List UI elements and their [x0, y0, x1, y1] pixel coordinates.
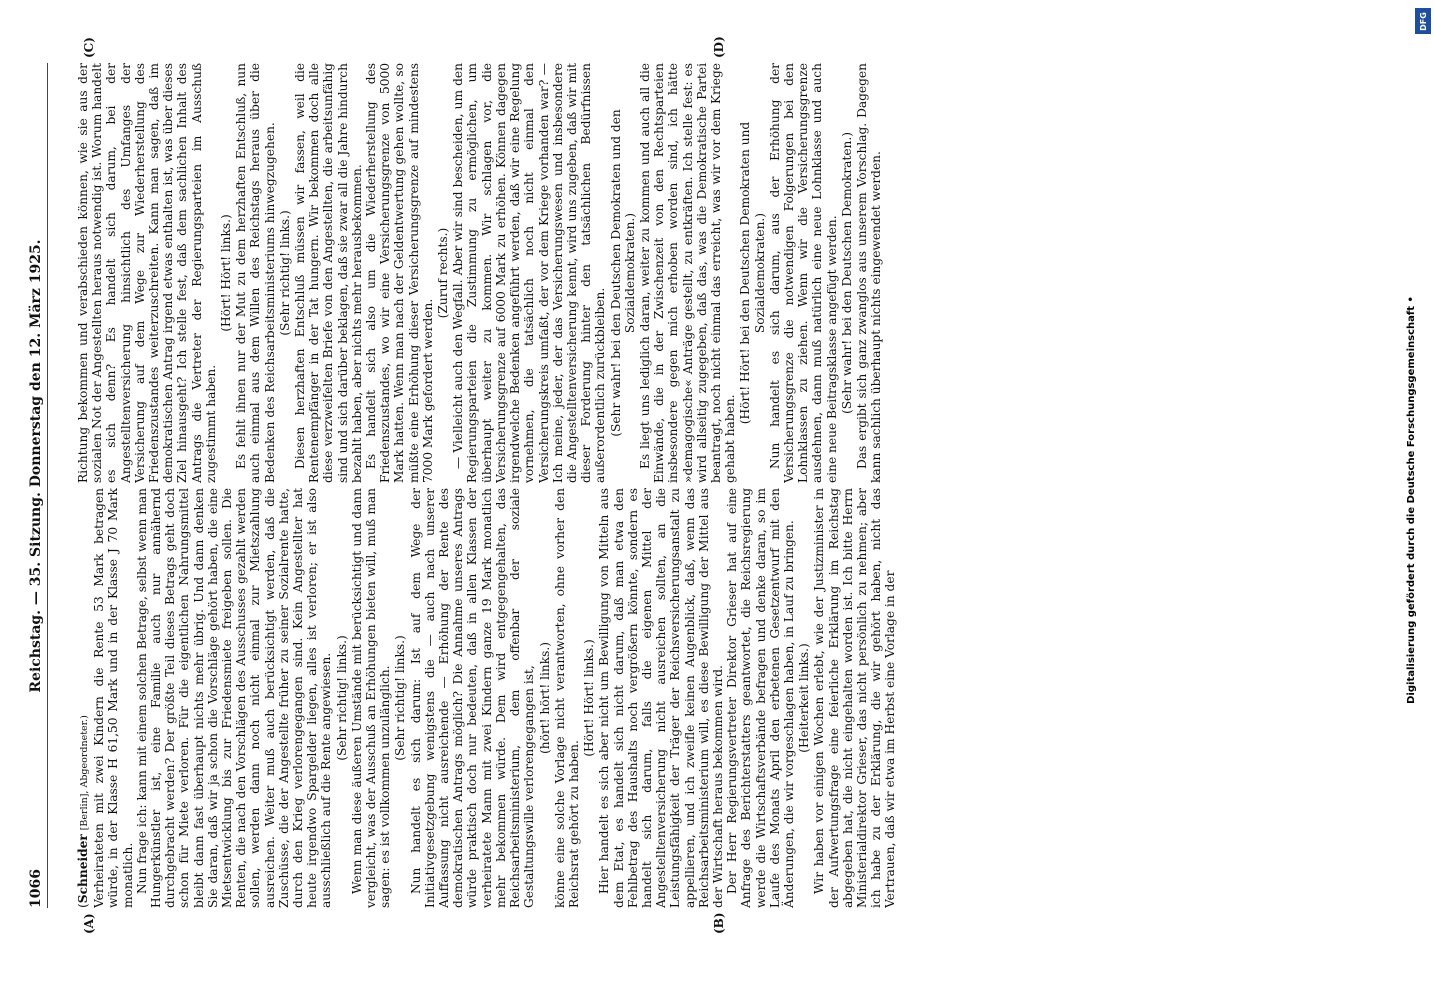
- paragraph: Das ergibt sich ganz zwanglos aus unserem Vorschlag. Dagegen kann sachlich überhaupt nichts eingewendet werden.: [854, 63, 884, 483]
- margin-marker-b: (B): [712, 912, 726, 934]
- margin-marker-d: (D): [712, 36, 726, 58]
- margin-marker-c: (C): [82, 37, 96, 58]
- interjection: (Sehr richtig! links.): [277, 210, 292, 336]
- interjection: (Heiterkeit links.): [797, 643, 812, 753]
- paragraph: Nun handelt es sich darum: Ist auf dem Wege der Initiativgesetzgebung wenigstens die — auch nach unserer Auffassung nicht ausreichende — Erhöhung der Rente des demokratischen Antrags möglich? Die Annahme unseres Antrags würde praktisch doch nur bedeuten, daß in allen Klassen der verheiratete Mann mit zwei Kindern ganze 19 Mark monatlich mehr bekommen würde. Dem wird entgegengehalten, das Reichsarbeitsministerium, dem offenbar der soziale Gestaltungswille verlorengegangen ist,: [408, 488, 537, 908]
- interjection: (Sehr wahr! bei den Deutschen Demokraten und den Sozialdemokraten.): [608, 109, 637, 437]
- page-header: [28, 63, 48, 908]
- interjection: (Hört! Hört! bei den Deutschen Demokraten und Sozialdemokraten.): [738, 121, 767, 425]
- interjection: (hört! hört! links.): [537, 641, 552, 755]
- dfg-logo-text: DFG: [1418, 11, 1428, 31]
- paragraph: Verheirateten mit zwei Kindern die Rente 53 Mark betragen würde, in der Klasse H 61,50 Mark und in der Klasse J 70 Mark monatlich.: [92, 488, 135, 908]
- speaker-line: (Schneider [Berlin], Abgeordneter.): [76, 715, 90, 908]
- dfg-logo: [1415, 8, 1431, 34]
- digitization-credit: [1400, 0, 1430, 1000]
- paragraph: Der Herr Regierungsvertreter Direktor Grieser hat auf eine Anfrage des Berichterstatters geantwortet, die Reichsregierung werde die Wirtschaftsverbände befragen und denke daran, so im Laufe des Monats April den erbetenen Gesetzentwurf mit den Änderungen, die wir vorgeschlagen haben, in Lauf zu bringen.: [725, 488, 796, 908]
- speaker-name: Schneider: [76, 834, 90, 904]
- speaker-affiliation: [Berlin], Abgeordneter.): [79, 715, 90, 831]
- paragraph: Es liegt uns lediglich daran, weiter zu kommen und auch all die Einwände, die in der Zwischenzeit von den Rechtsparteien insbesondere gegen mich erhoben worden sind, ich hätte »demagogische« Anträge gestellt, zu entkräften. Ich stelle fest: es wird allseitig zugegeben, daß das, was die Demokratische Partei beantragt, noch nicht einmal das erreicht, was wir vor dem Kriege gehabt haben.: [637, 63, 738, 483]
- paragraph: Diesen herzhaften Entschluß müssen wir fassen, weil die Rentenempfänger in der Tat hungern. Wir bekommen doch alle diese verzweifelten Briefe von den Angestellten, die arbeitsunfähig sind und sich darüber beklagen, daß sie zwar all die Jahre hindurch bezahlt haben, aber nichts mehr herausbekommen.: [293, 63, 364, 483]
- paragraph: Wenn man diese äußeren Umstände mit berücksichtigt und dann vergleicht, was der Ausschuß an Erhöhungen bieten will, muß man sagen: es ist vollkommen unzulänglich.: [349, 488, 393, 908]
- right-column: [76, 63, 1434, 483]
- paragraph: Es fehlt ihnen nur der Mut zu dem herzhaften Entschluß, nun auch einmal aus dem Willen des Reichstags heraus über die Bedenken des Reichsarbeitsministeriums hinwegzugehen.: [234, 63, 277, 483]
- paragraph: Es handelt sich also um die Wiederherstellung des Friedenszustandes, wo wir eine Versicherungsgrenze von 5000 Mark hatten. Wenn man nach der Geldentwertung gehen wollte, so müßte eine Erhöhung dieser Versicherungsgrenze auf mindestens 7000 Mark gefordert werden.: [364, 63, 435, 483]
- paragraph: Wir haben vor einigen Wochen erlebt, wie der Justizminister in der Aufwertungsfrage eine feierliche Erklärung im Reichstag abgegeben hat, die nicht eingehalten worden ist. Ich bitte Herrn Ministerialdirektor Grieser, das nicht persönlich zu nehmen; aber ich habe zu der Erklärung, die wir gehört haben, nicht das Vertrauen, daß wir etwa im Herbst eine Vorlage in der: [812, 488, 898, 908]
- margin-marker-a: (A): [82, 913, 96, 934]
- interjection: (Sehr richtig! links.): [393, 635, 408, 761]
- credit-text: Digitalisierung gefördert durch die Deutsche Forschungsgemeinschaft •: [1406, 296, 1417, 704]
- running-title: Reichstag. — 35. Sitzung. Donnerstag den 12. März 1925.: [28, 239, 44, 693]
- paragraph: Nun frage ich: kann mit einem solchen Betrage, selbst wenn man Hungerkünstler ist, eine Familie auch nur annähernd durchgebracht werden? Der größte Teil dieses Betrags geht doch schon für Miete verloren. Für die eigentlichen Nahrungsmittel bleibt dann fast überhaupt nichts mehr übrig. Und dann denken Sie daran, daß wir ja schon die Vorschläge gehört haben, die eine Mietsentwicklung bis zur Friedensmiete freigeben sollen. Die Renten, die nach den Vorschlägen des Ausschusses gezahlt werden sollen, werden dann noch nicht einmal zur Mietszahlung ausreichen. Weiter muß auch berücksichtigt werden, daß die Zuschüsse, die der Angestellte früher zu seiner Sozialrente hatte, durch den Krieg verlorengegangen sind. Kein Angestellter hat heute irgendwo Spargelder liegen, alles ist verloren; er ist also ausschließlich auf die Rente angewiesen.: [134, 488, 334, 908]
- interjection: (Zuruf rechts.): [436, 227, 451, 319]
- paragraph: — Vielleicht auch den Wegfall. Aber wir sind bescheiden, um den Regierungsparteien die Zustimmung zu ermöglichen, um überhaupt weiter zu kommen. Wir schlagen vor, die Versicherungsgrenze auf 6000 Mark zu erhöhen. Können dagegen irgendwelche Bedenken angeführt werden, daß wir eine Regelung vornehmen, die tatsächlich noch nicht einmal den Versicherungskreis umfaßt, der vor dem Kriege vorhanden war? — Ich meine, jeder, der das Versicherungswesen und insbesondere die Angestelltenversicherung kennt, wird uns zugeben, daß wir mit dieser Forderung hinter den tatsächlichen Bedürfnissen außerordentlich zurückbleiben.: [451, 63, 608, 483]
- page-number: 1066: [28, 869, 44, 908]
- interjection: (Sehr richtig! links.): [334, 635, 349, 761]
- interjection: (Hört! Hört! links.): [582, 639, 597, 757]
- left-column: [76, 488, 1434, 908]
- paragraph: könne eine solche Vorlage nicht verantworten, ohne vorher den Reichsrat gehört zu haben.: [552, 488, 581, 908]
- interjection: (Hört! Hört! links.): [219, 214, 234, 332]
- interjection: (Sehr wahr! bei den Deutschen Demokraten.): [839, 131, 854, 415]
- paragraph: Richtung bekommen und verabschieden können, wie sie aus der sozialen Not der Angestellten heraus notwendig ist. Worum handelt es sich denn? Es handelt sich darum, bei der Angestelltenversicherung hinsichtlich des Umfanges der Versicherung auf dem Wege zur Wiederherstellung des Friedenszustandes weiterzuschreiten. Kann man sagen, daß im demokratischen Antrag irgend etwas enthalten ist, was über dieses Ziel hinausgeht? Ich stelle fest, daß dem sachlichen Inhalt des Antrags die Vertreter der Regierungsparteien im Ausschuß zugestimmt haben.: [76, 63, 218, 483]
- paragraph: Hier handelt es sich aber nicht um Bewilligung von Mitteln aus dem Etat, es handelt sich nicht darum, daß man etwa den Fehlbetrag des Haushalts noch vergrößern könnte, sondern es handelt sich darum, falls die eigenen Mittel der Angestelltenversicherung nicht ausreichen sollten, an die Leistungsfähigkeit der Träger der Reichsversicherungsanstalt zu appellieren, und ich zweifle keinen Augenblick, daß, wenn das Reichsarbeitsministerium will, es diese Bewilligung der Mittel aus der Wirtschaft heraus bekommen wird.: [597, 488, 725, 908]
- paragraph: Nun handelt es sich darum, aus der Erhöhung der Versicherungsgrenze die notwendigen Folgerungen bei den Lohnklassen zu ziehen. Wenn wir die Versicherungsgrenze ausdehnen, dann muß natürlich eine neue Lohnklasse und auch eine neue Beitragsklasse angefügt werden.: [767, 63, 839, 483]
